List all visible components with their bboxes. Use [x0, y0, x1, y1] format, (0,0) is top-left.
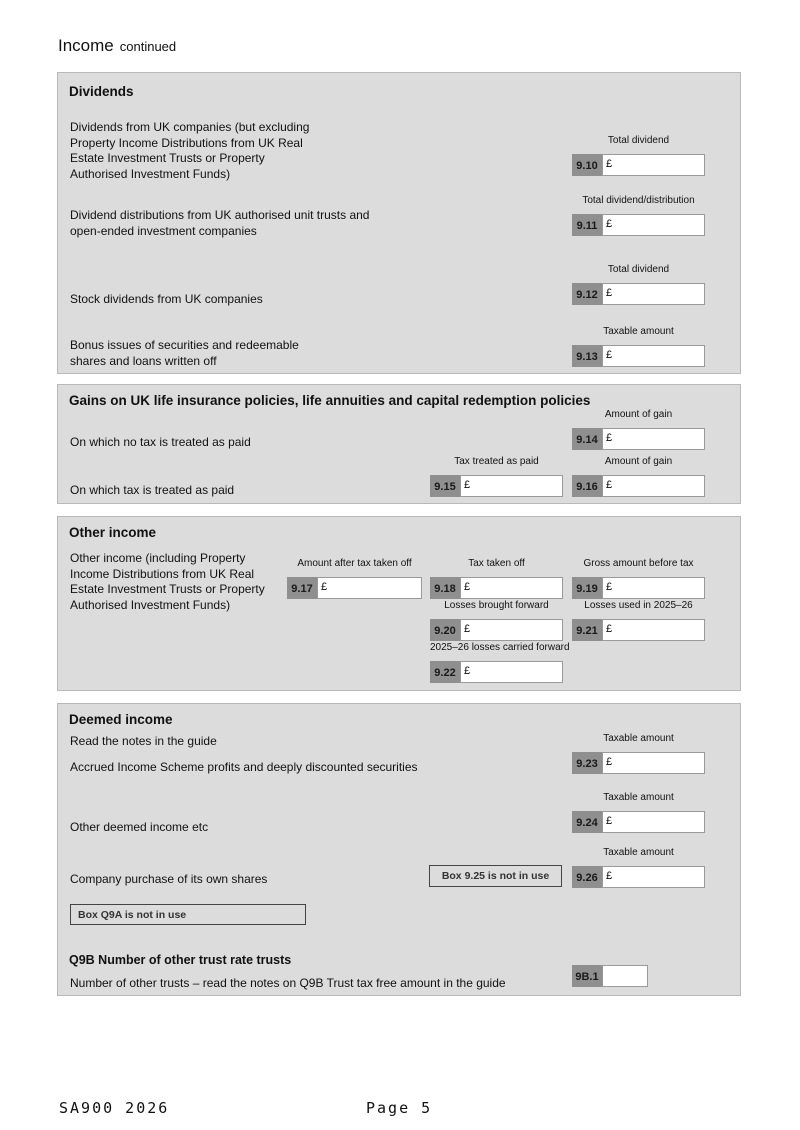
caption-9-23: Taxable amount [603, 733, 674, 744]
deemed-income-section [57, 703, 741, 996]
box-number-9-19: 9.19 [572, 577, 602, 599]
label-9-23: Accrued Income Scheme profits and deeply discounted securities [70, 760, 418, 774]
caption-9-11: Total dividend/distribution [582, 195, 695, 206]
box-9-23 [572, 733, 705, 774]
box-9-16 [572, 456, 705, 497]
box-q9a-not-in-use: Box Q9A is not in use [70, 904, 306, 925]
pound-sign: £ [606, 218, 613, 230]
pound-sign: £ [606, 756, 613, 768]
label-9-14: On which no tax is treated as paid [70, 435, 251, 449]
box-number-9-26: 9.26 [572, 866, 602, 888]
input-9-23[interactable] [602, 752, 705, 774]
gains-title: Gains on UK life insurance policies, life annuities and capital redemption policies [69, 393, 591, 408]
caption-9-24: Taxable amount [603, 792, 674, 803]
caption-9-19: Gross amount before tax [583, 558, 694, 569]
caption-9-20: Losses brought forward [444, 600, 549, 611]
box-9-25-not-in-use: Box 9.25 is not in use [429, 865, 562, 887]
input-9-16[interactable] [602, 475, 705, 497]
input-9-13[interactable] [602, 345, 705, 367]
pound-sign: £ [464, 581, 471, 593]
input-9-10[interactable] [602, 154, 705, 176]
box-number-9-14: 9.14 [572, 428, 602, 450]
box-number-9-23: 9.23 [572, 752, 602, 774]
box-number-9b-1: 9B.1 [572, 965, 602, 987]
other-income-label: Other income (including Property Income Distributions from UK Real Estate Investment Trusts or Property Authorised Investment Funds) [70, 551, 265, 612]
box-9b-1 [572, 965, 648, 987]
box-number-9-22: 9.22 [430, 661, 460, 683]
box-9-14 [572, 409, 705, 450]
box-number-9-18: 9.18 [430, 577, 460, 599]
q9b-title: Q9B Number of other trust rate trusts [69, 953, 292, 967]
box-9-21 [572, 600, 705, 641]
pound-sign: £ [606, 623, 613, 635]
pound-sign: £ [464, 623, 471, 635]
dividends-section [57, 72, 741, 374]
caption-9-15: Tax treated as paid [454, 456, 539, 467]
deemed-income-title: Deemed income [69, 712, 173, 727]
label-9-10: Dividends from UK companies (but excluding Property Income Distributions from UK Real Estate Investment Trusts or Property Authorised Investment Funds) [70, 120, 310, 181]
input-9-21[interactable] [602, 619, 705, 641]
page-title: Income [58, 36, 114, 55]
pound-sign: £ [606, 479, 613, 491]
box-9-20 [430, 600, 563, 641]
input-9-24[interactable] [602, 811, 705, 833]
box-number-9-15: 9.15 [430, 475, 460, 497]
box-number-9-24: 9.24 [572, 811, 602, 833]
caption-9-12: Total dividend [607, 264, 670, 275]
box-number-9-16: 9.16 [572, 475, 602, 497]
pound-sign: £ [606, 158, 613, 170]
box-9-19 [572, 558, 705, 599]
other-income-title: Other income [69, 525, 157, 540]
input-9-26[interactable] [602, 866, 705, 888]
input-9-17[interactable] [317, 577, 422, 599]
caption-9-22: 2025–26 losses carried forward [430, 642, 570, 653]
caption-9-13: Taxable amount [603, 326, 674, 337]
caption-9-10: Total dividend [607, 135, 670, 146]
box-number-9-11: 9.11 [572, 214, 602, 236]
deemed-income-note: Read the notes in the guide [70, 734, 217, 748]
caption-9-16: Amount of gain [604, 456, 673, 467]
box-9-10 [572, 135, 705, 176]
input-9-12[interactable] [602, 283, 705, 305]
pound-sign: £ [606, 349, 613, 361]
page-heading [58, 36, 176, 56]
box-9-12 [572, 264, 705, 305]
box-9-15 [430, 456, 563, 497]
box-number-9-21: 9.21 [572, 619, 602, 641]
box-9-24 [572, 792, 705, 833]
footer-page-number: Page 5 [366, 1099, 433, 1117]
input-9-22[interactable] [460, 661, 563, 683]
pound-sign: £ [321, 581, 328, 593]
box-9-22 [430, 642, 570, 683]
box-number-9-20: 9.20 [430, 619, 460, 641]
label-9-26: Company purchase of its own shares [70, 872, 268, 886]
box-number-9-12: 9.12 [572, 283, 602, 305]
caption-9-21: Losses used in 2025–26 [584, 600, 693, 611]
other-income-section [57, 516, 741, 691]
pound-sign: £ [606, 432, 613, 444]
label-9-13: Bonus issues of securities and redeemable shares and loans written off [70, 338, 299, 368]
pound-sign: £ [606, 815, 613, 827]
input-9-18[interactable] [460, 577, 563, 599]
label-9-12: Stock dividends from UK companies [70, 292, 263, 306]
input-9-14[interactable] [602, 428, 705, 450]
box-9-11 [572, 195, 705, 236]
box-9-26 [572, 847, 705, 888]
box-number-9-17: 9.17 [287, 577, 317, 599]
box-9-18 [430, 558, 563, 599]
pound-sign: £ [606, 581, 613, 593]
pound-sign: £ [606, 870, 613, 882]
input-9b-1[interactable] [602, 965, 648, 987]
label-9-15: On which tax is treated as paid [70, 483, 235, 497]
label-9-11: Dividend distributions from UK authorised unit trusts and open-ended investment companies [70, 208, 370, 238]
gains-section [57, 384, 741, 504]
box-9-17 [287, 558, 422, 599]
caption-9-14: Amount of gain [604, 409, 673, 420]
page-subtitle: continued [119, 39, 177, 54]
caption-9-17: Amount after tax taken off [297, 558, 412, 569]
caption-9-26: Taxable amount [603, 847, 674, 858]
q9b-label: Number of other trusts – read the notes on Q9B Trust tax free amount in the guide [70, 976, 506, 990]
input-9-20[interactable] [460, 619, 563, 641]
pound-sign: £ [464, 665, 471, 677]
footer-form-id: SA900 2026 [59, 1099, 170, 1117]
dividends-title: Dividends [69, 84, 134, 99]
pound-sign: £ [606, 287, 613, 299]
box-number-9-10: 9.10 [572, 154, 602, 176]
input-9-19[interactable] [602, 577, 705, 599]
box-number-9-13: 9.13 [572, 345, 602, 367]
label-9-24: Other deemed income etc [70, 820, 209, 834]
input-9-11[interactable] [602, 214, 705, 236]
pound-sign: £ [464, 479, 471, 491]
input-9-15[interactable] [460, 475, 563, 497]
caption-9-18: Tax taken off [468, 558, 525, 569]
box-9-13 [572, 326, 705, 367]
